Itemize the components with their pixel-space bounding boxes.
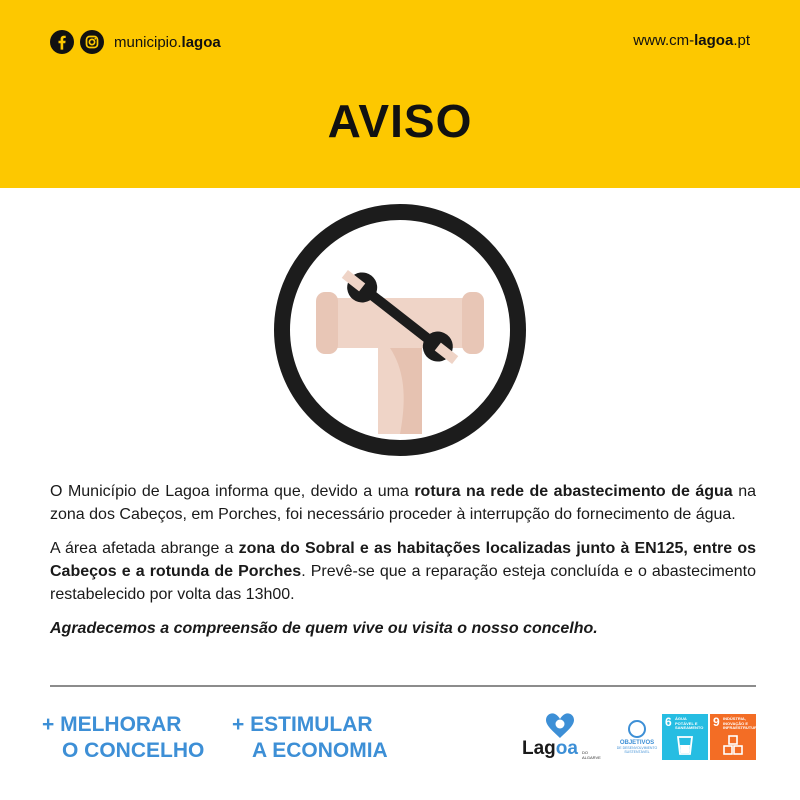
notice-paragraph-2: A área afetada abrange a zona do Sobral e as habitações localizadas junto à EN125, entre os Cabeços e a rotunda de Porches. Prevê-se que a reparação esteja concluída e o abastecimento restabelecido por volta das 13h00. [50,540,756,603]
wave-divider [0,168,800,192]
repair-emblem [272,202,528,458]
cubes-icon [722,734,744,756]
notice-body [50,480,756,640]
website-link[interactable]: www.cm-lagoa.pt [633,32,750,49]
water-glass-icon [674,734,696,756]
footer-divider [50,685,756,687]
social-links [50,30,221,54]
instagram-icon[interactable] [80,30,104,54]
logo-subtitle: DO ALGARVE [582,750,601,760]
un-emblem-icon [628,720,646,738]
social-handle[interactable]: municipio.lagoa [114,33,221,51]
slogan-stimulate: + ESTIMULAR A ECONOMIA [232,713,388,762]
lagoa-logo: Lagoa [522,738,578,759]
thanks-message: Agradecemos a compreensão de quem vive ou visita o nosso concelho. [50,620,598,637]
facebook-icon[interactable] [50,30,74,54]
sdg-6-badge: 6 ÁGUA POTÁVEL E SANEAMENTO [662,714,708,760]
sdg-logo: OBJETIVOS DE DESENVOLVIMENTO SUSTENTÁVEL [614,714,660,760]
sdg-9-badge: 9 INDÚSTRIA, INOVAÇÃO E INFRAESTRUTURAS [710,714,756,760]
notice-paragraph-1: O Município de Lagoa informa que, devido a uma rotura na rede de abastecimento de água na zona dos Cabeços, em Porches, foi necessário proceder à interrupção do fornecimento de água. [50,483,757,523]
page-title: AVISO [327,95,473,147]
slogan-improve: + MELHORAR O CONCELHO [42,713,205,762]
